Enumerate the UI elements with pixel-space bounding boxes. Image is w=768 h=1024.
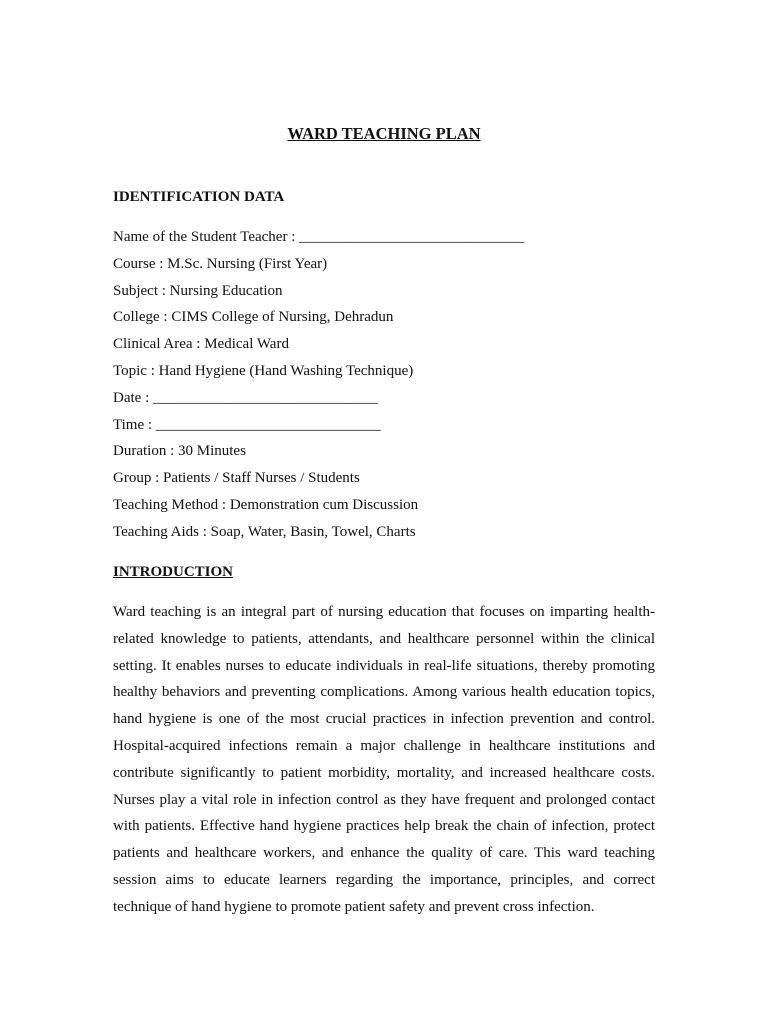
field-subject: Subject : Nursing Education: [113, 282, 283, 299]
introduction-heading: INTRODUCTION: [113, 564, 234, 580]
field-course: Course : M.Sc. Nursing (First Year): [113, 255, 328, 272]
document-title: WARD TEACHING PLAN: [287, 124, 481, 143]
field-clinical-area: Clinical Area : Medical Ward: [113, 336, 289, 353]
field-teaching-method: Teaching Method : Demonstration cum Discussion: [113, 496, 419, 513]
field-date: Date : ______________________________: [113, 389, 378, 406]
identification-fields: [113, 227, 524, 549]
field-time: Time : ______________________________: [113, 416, 381, 433]
introduction-paragraph: Ward teaching is an integral part of nursing education that focuses on imparting health-related knowledge to patients, attendants, and healthcare personnel within the clinical setting. It enables nurses to educate individuals in real-life situations, thereby promoting healthy behaviors and preventing complications. Among various health education topics, hand hygiene is one of the most crucial practices in infection prevention and control. Hospital-acquired infections remain a major challenge in healthcare institutions and contribute significantly to patient morbidity, mortality, and increased healthcare costs. Nurses play a vital role in infection control as they have frequent and prolonged contact with patients. Effective hand hygiene practices help break the chain of infection, protect patients and healthcare workers, and enhance the quality of care. This ward teaching session aims to educate learners regarding the importance, principles, and correct technique of hand hygiene to promote patient safety and prevent cross infection.: [113, 604, 655, 915]
field-duration: Duration : 30 Minutes: [113, 443, 246, 460]
field-topic: Topic : Hand Hygiene (Hand Washing Technique): [113, 362, 414, 379]
field-college: College : CIMS College of Nursing, Dehradun: [113, 309, 394, 326]
identification-heading: IDENTIFICATION DATA: [113, 189, 285, 205]
field-teaching-aids: Teaching Aids : Soap, Water, Basin, Towel, Charts: [113, 523, 416, 540]
field-group: Group : Patients / Staff Nurses / Students: [113, 470, 360, 487]
field-student-teacher: Name of the Student Teacher : ______________________________: [113, 229, 525, 245]
